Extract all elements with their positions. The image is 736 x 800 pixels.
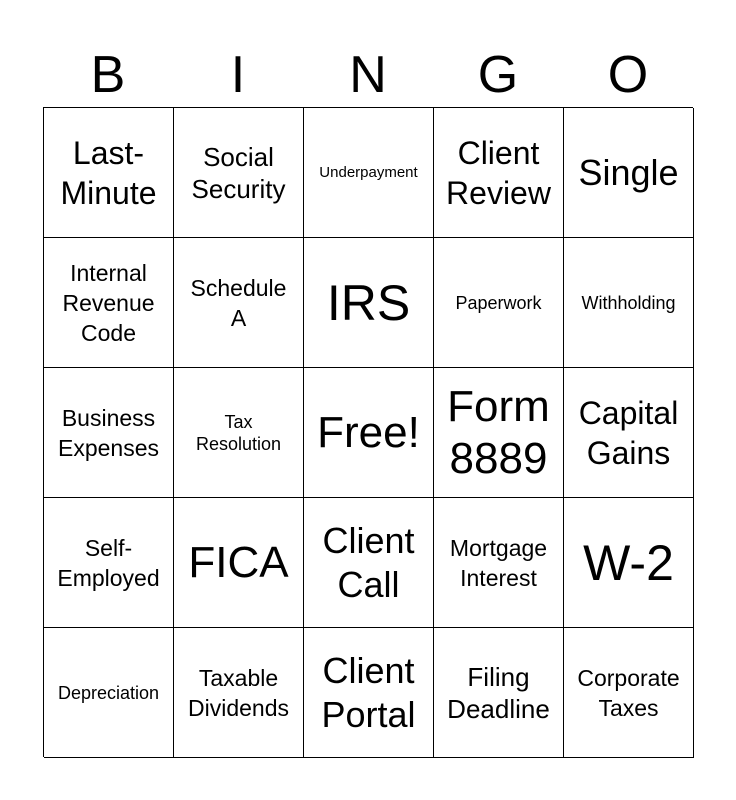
bingo-cell-r1c4[interactable] — [434, 108, 564, 238]
cell-label: Withholding — [581, 292, 676, 313]
bingo-cell-r4c3[interactable] — [304, 498, 434, 628]
header-letter-o: O — [607, 46, 649, 104]
cell-label: Capital Gains — [578, 394, 679, 471]
bingo-cell-r5c4[interactable] — [434, 628, 564, 758]
cell-label: Business Expenses — [57, 404, 159, 461]
cell-label: Internal Revenue Code — [62, 259, 155, 346]
bingo-cell-r3c5[interactable] — [564, 368, 694, 498]
cell-label: Single — [578, 151, 679, 193]
bingo-cell-r2c3[interactable] — [304, 238, 434, 368]
bingo-cell-r1c2[interactable] — [174, 108, 304, 238]
bingo-cell-r3c3[interactable] — [304, 368, 434, 498]
header-letter-i: I — [230, 46, 246, 104]
bingo-board — [43, 107, 693, 757]
cell-label: Last- Minute — [60, 134, 157, 211]
cell-label: Form 8889 — [447, 381, 550, 483]
bingo-cell-r2c1[interactable] — [44, 238, 174, 368]
bingo-cell-r4c5[interactable] — [564, 498, 694, 628]
cell-label: Depreciation — [57, 682, 160, 703]
bingo-cell-r5c1[interactable] — [44, 628, 174, 758]
cell-label: Social Security — [191, 141, 286, 204]
cell-label: W-2 — [583, 534, 674, 591]
bingo-cell-r5c2[interactable] — [174, 628, 304, 758]
bingo-cell-r2c4[interactable] — [434, 238, 564, 368]
cell-label: Tax Resolution — [195, 411, 282, 454]
bingo-cell-r4c2[interactable] — [174, 498, 304, 628]
cell-label: Taxable Dividends — [188, 664, 289, 721]
cell-label: Client Call — [322, 519, 415, 605]
cell-label: Paperwork — [455, 292, 542, 313]
cell-label: Corporate Taxes — [577, 664, 680, 721]
bingo-cell-r3c2[interactable] — [174, 368, 304, 498]
bingo-cell-r5c5[interactable] — [564, 628, 694, 758]
bingo-cell-r1c1[interactable] — [44, 108, 174, 238]
bingo-cell-r3c1[interactable] — [44, 368, 174, 498]
cell-label: Free! — [317, 407, 420, 457]
header-letter-g: G — [477, 46, 519, 104]
cell-label: Mortgage Interest — [449, 534, 548, 591]
cell-label: Underpayment — [319, 164, 418, 181]
bingo-cell-r2c2[interactable] — [174, 238, 304, 368]
bingo-cell-r1c5[interactable] — [564, 108, 694, 238]
cell-label: Client Portal — [321, 649, 416, 735]
bingo-cell-r2c5[interactable] — [564, 238, 694, 368]
cell-label: IRS — [326, 274, 411, 331]
bingo-cell-r5c3[interactable] — [304, 628, 434, 758]
cell-label: Schedule A — [190, 274, 287, 331]
cell-label: Client Review — [446, 134, 551, 211]
header-letter-b: B — [90, 46, 126, 104]
cell-label: FICA — [188, 537, 289, 587]
bingo-cell-r4c1[interactable] — [44, 498, 174, 628]
bingo-cell-r1c3[interactable] — [304, 108, 434, 238]
bingo-header — [43, 42, 693, 108]
header-letter-n: N — [349, 46, 387, 104]
bingo-cell-r4c4[interactable] — [434, 498, 564, 628]
bingo-cell-r3c4[interactable] — [434, 368, 564, 498]
cell-label: Self- Employed — [57, 534, 160, 591]
cell-label: Filing Deadline — [447, 661, 550, 724]
